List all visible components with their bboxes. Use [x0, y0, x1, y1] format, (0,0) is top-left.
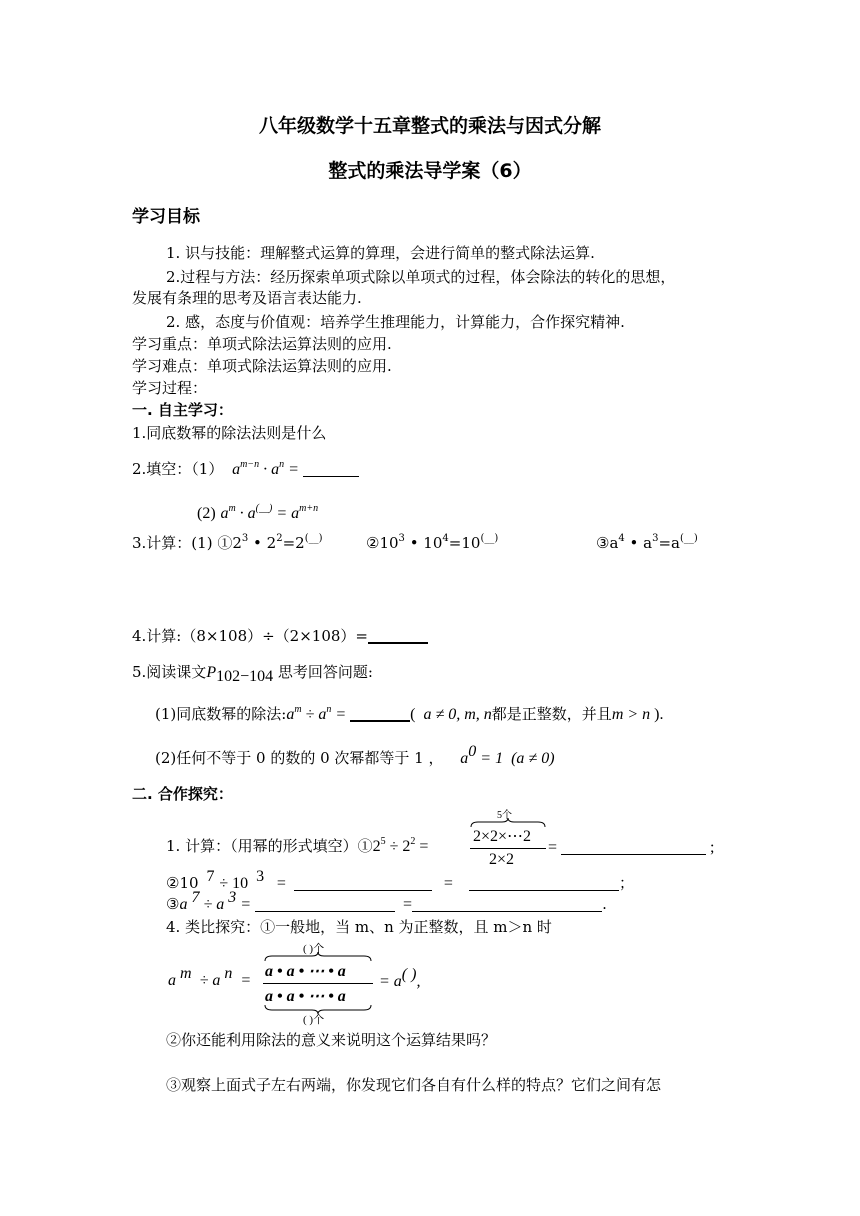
- explore-q1-c-label: ②10: [166, 874, 199, 892]
- answer-blank[interactable]: [350, 704, 410, 722]
- explore-q1-c: ②10 $^7$ ÷ 10 $^3$ = = ；: [166, 868, 634, 892]
- explore-q4-sub3: ③观察上面式子左右两端，你发现它们各自有什么样的特点？它们之间有怎: [166, 1076, 662, 1094]
- explore-q1-equals: = ;: [548, 839, 715, 856]
- question-5: 5.阅读课文$P_{102-104}$ 思考回答问题:: [132, 663, 373, 685]
- question-3-c-label: ③a: [596, 534, 619, 552]
- explore-q1-d-label: ③: [166, 895, 180, 913]
- question-3-b: $②10^3$ • $10^4=10^{(\_\_)}$: [366, 533, 499, 552]
- fraction-denominator: a • a • ⋯ • a: [265, 988, 346, 1005]
- fraction-numerator: 2×2×⋯2: [473, 828, 532, 845]
- question-1: 1.同底数幂的除法法则是什么: [132, 424, 327, 442]
- question-4-text: 4.计算:（8×108）÷（2×108）=: [132, 627, 368, 645]
- question-2-part2: [197, 503, 318, 524]
- explore-q4-sub2: ②你还能利用除法的意义来说明这个运算结果吗？: [166, 1031, 497, 1049]
- question-3-c: $③a^4$ • $a^3=a^{(\_\_)}$: [596, 533, 698, 552]
- goal-item-2-cont: 发展有条理的思考及语言表达能力.: [132, 289, 362, 307]
- answer-blank[interactable]: [412, 895, 602, 912]
- question-2-part2-label: (2): [197, 505, 216, 522]
- answer-blank[interactable]: [469, 874, 619, 891]
- answer-blank[interactable]: [303, 460, 359, 477]
- difficulty-point: 学习难点：单项式除法运算法则的应用.: [132, 357, 392, 375]
- goals-heading: 学习目标: [132, 207, 200, 227]
- part1-heading: 一. 自主学习：: [132, 401, 233, 419]
- goal-item-2: 2.过程与方法：经历探索单项式除以单项式的过程，体会除法的转化的思想，: [166, 268, 676, 286]
- zero-power-expr: $a^0 = 1$ (a ≠ 0): [448, 743, 555, 767]
- part2-heading: 二. 合作探究：: [132, 785, 233, 803]
- question-2-label: 2.填空：（1）: [132, 460, 224, 478]
- fraction-line: [470, 848, 546, 849]
- question-3: 3.计算：(1) $①2^3$ • $2^2=2^{(\_\_)}$: [132, 533, 323, 552]
- question-5-1-cond: 都是正整数，并且: [491, 705, 612, 723]
- question-5-1-prefix: (1)同底数幂的除法:: [155, 705, 287, 723]
- fraction-line: [263, 983, 373, 984]
- fraction-denominator: 2×2: [489, 851, 515, 868]
- key-point: 学习重点：单项式除法运算法则的应用.: [132, 335, 392, 353]
- document-subtitle: 整式的乘法导学案（6）: [328, 160, 532, 182]
- answer-blank[interactable]: [368, 626, 428, 644]
- explore-q4: 4. 类比探究：①一般地，当 m、n 为正整数，且 m＞n 时: [166, 918, 552, 936]
- explore-q1-label: 1. 计算：（用幂的形式填空）①: [166, 837, 373, 855]
- goal-item-3: 2. 感，态度与价值观：培养学生推理能力，计算能力，合作探究精神.: [166, 313, 625, 331]
- explore-q1-d: ③a $^7$ ÷ a $^3$ = = .: [166, 889, 607, 913]
- question-5-suffix: 思考回答问题:: [277, 663, 373, 681]
- process-label: 学习过程：: [132, 379, 208, 397]
- underbrace-count: ( )个: [303, 1014, 325, 1026]
- answer-blank[interactable]: [255, 895, 395, 912]
- explore-q4-rhs: = a( ),: [379, 966, 421, 990]
- answer-blank[interactable]: [561, 838, 706, 855]
- question-3-label: 3.计算：(1) ①2: [132, 534, 242, 552]
- explore-q1: 1. 计算：（用幂的形式填空）$①2^5 \div 2^2$ =: [166, 836, 429, 855]
- answer-blank[interactable]: [294, 874, 432, 891]
- question-5-2-text: (2)任何不等于 0 的数的 0 次幂都等于 1 ，: [155, 749, 444, 767]
- fraction-numerator: a • a • ⋯ • a: [265, 963, 346, 980]
- question-2-part2-expr: $a^m \cdot a^{(\_\_)} = a^{m+n}$: [220, 503, 319, 522]
- overbrace-count: ( )个: [303, 943, 325, 955]
- document-title: 八年级数学十五章整式的乘法与因式分解: [258, 115, 601, 137]
- goal-item-1: 1. 识与技能：理解整式运算的算理，会进行简单的整式除法运算.: [166, 244, 595, 262]
- question-3-b-label: ②10: [366, 534, 399, 552]
- explore-q4-lhs: a $^m$ ÷ a $^n$ =: [168, 965, 252, 989]
- question-2-expr: $a^{m-n} \cdot a^n$ =: [228, 459, 299, 478]
- overbrace-count: 5个: [497, 810, 512, 821]
- question-4: [132, 626, 428, 646]
- question-5-prefix: 5.阅读课文: [132, 663, 207, 681]
- question-5-2: [155, 743, 555, 769]
- question-5-1: (1)同底数幂的除法$:a^m \div a^n$ = ( a ≠ 0, m, n都是正整数，并且m > n ).: [155, 704, 664, 723]
- question-2: [132, 459, 359, 480]
